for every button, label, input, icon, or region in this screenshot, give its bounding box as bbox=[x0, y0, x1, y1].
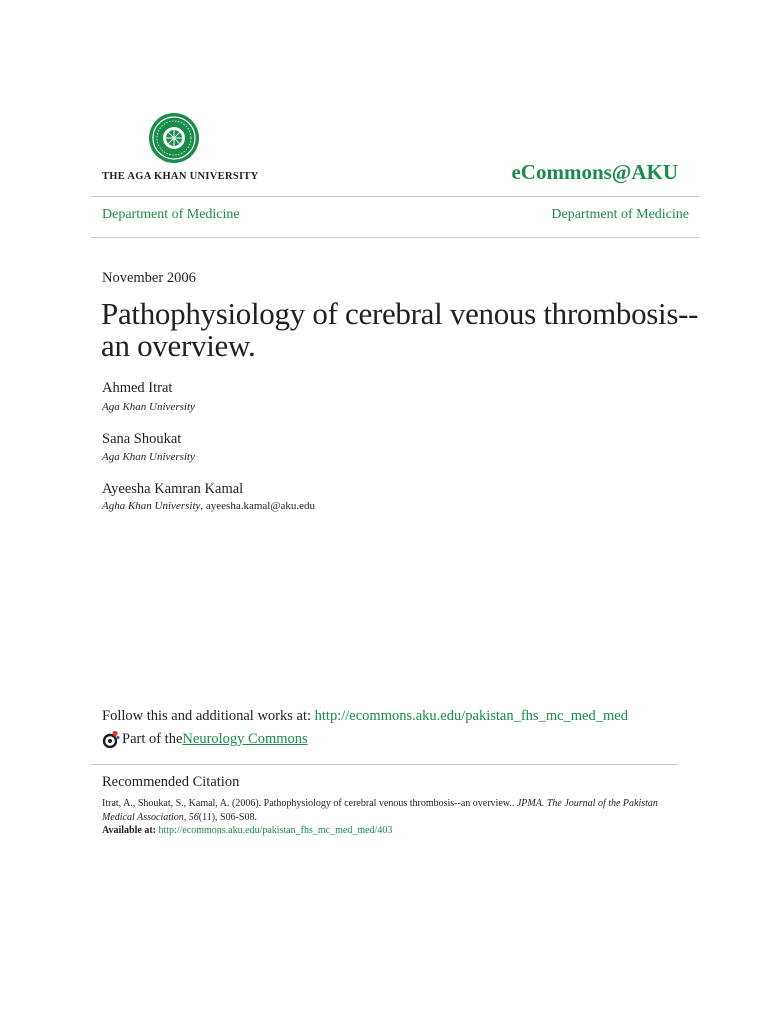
author-affiliation bbox=[102, 451, 195, 463]
university-name: THE AGA KHAN UNIVERSITY bbox=[102, 171, 259, 182]
author-affiliation: Agha Khan University, ayeesha.kamal@aku.edu bbox=[102, 500, 315, 512]
citation-heading: Recommended Citation bbox=[102, 774, 240, 790]
network-commons-icon bbox=[102, 730, 120, 748]
aku-seal-logo bbox=[148, 110, 200, 168]
available-url-link[interactable]: http://ecommons.aku.edu/pakistan_fhs_mc_med_med/403 bbox=[158, 825, 393, 836]
repository-link[interactable]: eCommons@AKU bbox=[511, 160, 678, 184]
header-divider-bottom bbox=[91, 237, 700, 238]
neurology-commons-link[interactable]: Neurology Commons bbox=[182, 730, 308, 747]
citation-text bbox=[102, 797, 662, 825]
author-name: Ahmed Itrat bbox=[102, 380, 173, 396]
part-of-line bbox=[102, 730, 308, 748]
part-of-label: Part of the bbox=[122, 730, 183, 747]
header-divider-top bbox=[91, 196, 700, 197]
author-name: Sana Shoukat bbox=[102, 431, 182, 447]
department-link-right[interactable]: Department of Medicine bbox=[551, 207, 689, 222]
follow-line bbox=[102, 708, 628, 725]
affiliation-name: Agha Khan University bbox=[102, 500, 201, 512]
citation-issue-pages: (11), S06-S08. bbox=[198, 812, 257, 823]
publication-date: November 2006 bbox=[102, 270, 196, 286]
department-link-left[interactable]: Department of Medicine bbox=[102, 207, 240, 222]
affiliation-name: Aga Khan University bbox=[102, 401, 195, 413]
citation-prefix: Itrat, A., Shoukat, S., Kamal, A. (2006). Pathophysiology of cerebral venous thrombosis--an overview.. bbox=[102, 798, 517, 809]
follow-label: Follow this and additional works at: bbox=[102, 708, 315, 724]
paper-title: Pathophysiology of cerebral venous thrombosis--an overview. bbox=[101, 296, 699, 363]
author-affiliation bbox=[102, 401, 195, 413]
author-name: Ayeesha Kamran Kamal bbox=[102, 481, 244, 497]
citation-journal: JPMA. The Journal of the Pakistan Medical Association, 56 bbox=[102, 798, 658, 823]
author-email-link[interactable]: ayeesha.kamal@aku.edu bbox=[205, 500, 315, 512]
affiliation-name: Aga Khan University bbox=[102, 451, 195, 463]
collection-url-link[interactable]: http://ecommons.aku.edu/pakistan_fhs_mc_med_med bbox=[314, 708, 628, 724]
citation-divider bbox=[91, 764, 678, 765]
available-at-line bbox=[102, 825, 392, 836]
available-label: Available at: bbox=[102, 825, 159, 836]
